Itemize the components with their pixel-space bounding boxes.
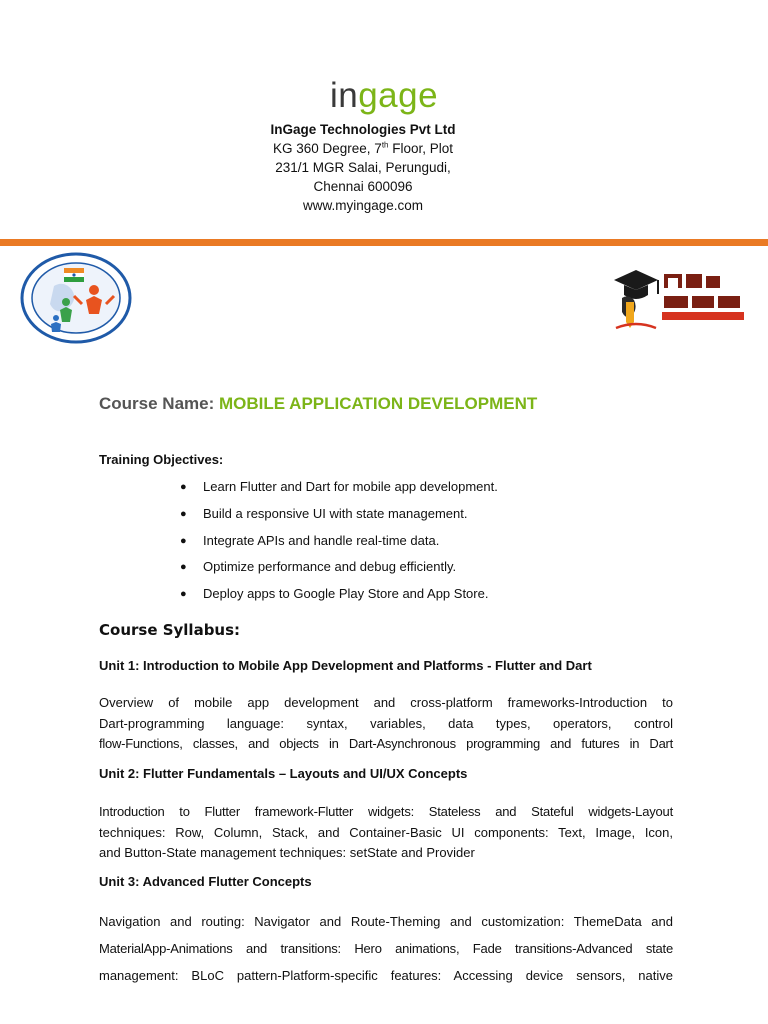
company-address: [0, 120, 726, 215]
list-item: ● Optimize performance and debug efficiently.: [180, 559, 457, 575]
address-line-2: 231/1 MGR Salai, Perungudi,: [275, 160, 451, 175]
list-item: ● Learn Flutter and Dart for mobile app development.: [180, 479, 498, 494]
bullet-icon: ●: [180, 561, 187, 574]
syllabus-title: Course Syllabus:: [99, 621, 241, 639]
bullet-icon: ●: [180, 588, 187, 601]
brand-suffix: gage: [358, 76, 439, 115]
address-line-3: Chennai 600096: [313, 179, 413, 194]
bullet-icon: ●: [180, 534, 187, 547]
list-item: ● Build a responsive UI with state management.: [180, 505, 468, 521]
unit-3-description: Navigation and routing: Navigator and Route-Theming and customization: ThemeData and MaterialApp-Animations and transitions: Hero animations, Fade transitions-Advanced state management: BLoC pattern-Platform-specific features: Accessing device sensors, native: [99, 914, 673, 983]
list-item: ● Deploy apps to Google Play Store and App Store.: [180, 586, 489, 602]
unit-1-description: Overview of mobile app development and cross-platform frameworks-Introduction to Dart-programming language: syntax, variables, data types, operators, control flow-Functions, classes, and objects in Dart-Asynchronous programming and futures in Dart: [99, 695, 673, 751]
course-label: Course Name:: [99, 394, 219, 413]
objectives-list: [180, 478, 498, 612]
header-divider: [0, 239, 768, 246]
bullet-icon: ●: [180, 507, 187, 520]
unit-1-title: Unit 1: Introduction to Mobile App Development and Platforms - Flutter and Dart: [99, 658, 592, 673]
naan-mudhalvan-logo-icon: [612, 262, 746, 334]
skill-development-logo-icon: [20, 252, 132, 344]
list-item: ● Integrate APIs and handle real-time data.: [180, 532, 440, 548]
address-line-1: KG 360 Degree, 7th Floor, Plot: [272, 140, 454, 156]
course-name: MOBILE APPLICATION DEVELOPMENT: [218, 394, 538, 413]
company-name: InGage Technologies Pvt Ltd: [270, 122, 456, 137]
brand-prefix: in: [329, 76, 359, 115]
course-heading: [99, 392, 537, 416]
unit-2-title: Unit 2: Flutter Fundamentals – Layouts and UI/UX Concepts: [99, 766, 468, 781]
website-link: www.myingage.com: [302, 198, 424, 213]
bullet-icon: ●: [180, 481, 187, 493]
brand-logo: [0, 74, 768, 118]
objectives-title: Training Objectives:: [99, 452, 224, 467]
unit-2-description: Introduction to Flutter framework-Flutter widgets: Stateless and Stateful widgets-Layout techniques: Row, Column, Stack, and Container-Basic UI components: Text, Image, Icon, and Button-State management techniques: setState and Provider: [99, 804, 673, 860]
unit-3-title: Unit 3: Advanced Flutter Concepts: [99, 874, 312, 889]
